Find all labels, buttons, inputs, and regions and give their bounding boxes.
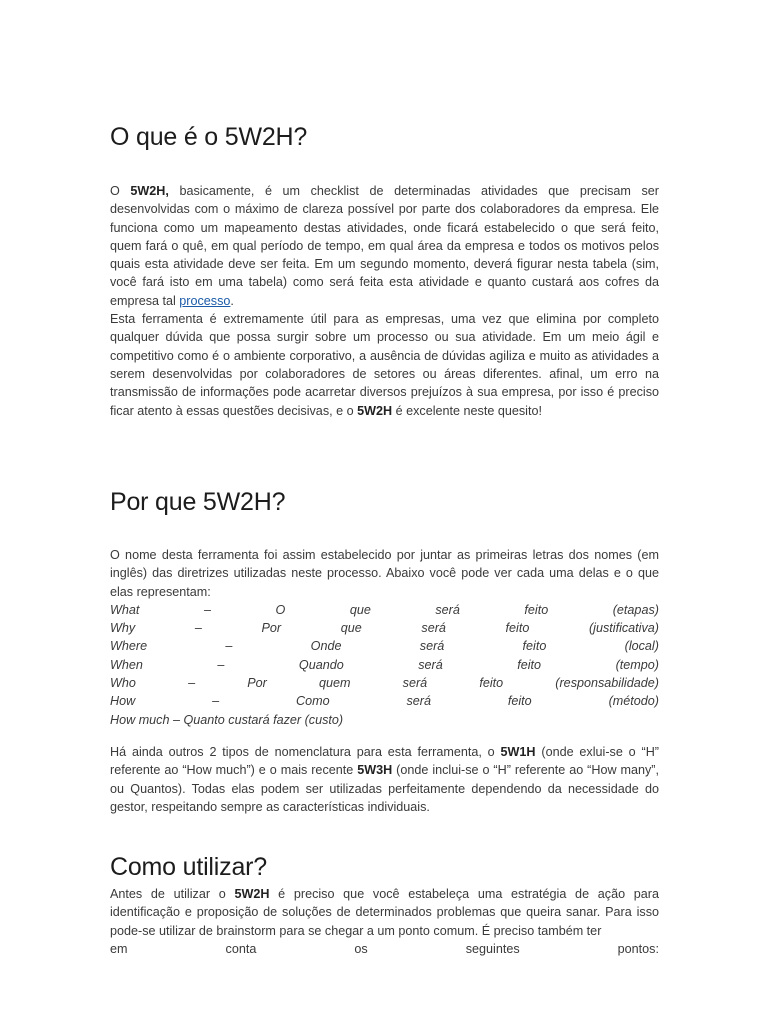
directives-list: [110, 601, 659, 711]
directive-word: Where: [110, 639, 148, 654]
directive-word: será: [419, 639, 445, 654]
directive-word: feito: [479, 676, 504, 691]
directive-word: (justificativa): [588, 621, 659, 636]
heading-how-to-use: Como utilizar?: [110, 853, 267, 881]
directive-word: Por: [247, 676, 267, 691]
heading-what-is-5w2h: O que é o 5W2H?: [110, 123, 308, 151]
directive-word: feito: [507, 694, 532, 709]
directive-word: feito: [517, 657, 542, 672]
heading-why-5w2h: Por que 5W2H?: [110, 488, 286, 516]
directive-word: feito: [522, 639, 547, 654]
directive-word: Who: [110, 676, 136, 691]
directive-word: feito: [524, 602, 549, 617]
directive-word: será: [421, 621, 446, 636]
directive-word: –: [203, 602, 211, 617]
directive-word: será: [418, 657, 443, 672]
last-line-word: em: [110, 941, 128, 956]
paragraph-how-to-use: Antes de utilizar o 5W2H é preciso que você estabeleça uma estratégia de ação para identificação e proposição de soluções de determinados problemas que queira sanar. Para isso pode-se utilizar de brainstorm para se chegar a um ponto comum. É preciso também ter em conta os seguintes pontos:: [110, 885, 659, 958]
directive-word: quem: [319, 676, 351, 691]
directive-word: –: [188, 676, 196, 691]
directive-word: –: [225, 639, 233, 654]
last-line: [110, 940, 659, 958]
directive-row-how-much: How much – Quanto custará fazer (custo): [110, 712, 344, 727]
directive-word: que: [340, 621, 362, 636]
directive-word: –: [212, 694, 220, 709]
directive-word: (tempo): [615, 657, 659, 672]
paragraph-definition: O 5W2H, basicamente, é um checklist de determinadas atividades que precisam ser desenvolvidas com o máximo de clareza possível por parte dos colaboradores da empresa. Ele funciona como um mapeamento destas atividades, onde ficará estabelecido o que será feito, quem fará o quê, em qual período de tempo, em qual área da empresa e todos os motivos pelos quais esta atividade deve ser feita. Em um segundo momento, deverá figurar nesta tabela (sim, você fará isto em uma tabela) como será feita esta atividade e quanto custará aos cofres da empresa tal processo. Esta ferramenta é extremamente útil para as empresas, uma vez que elimina por completo qualquer dúvida que possa surgir sobre um processo ou sua atividade. Em um meio ágil e competitivo como é o ambiente corporativo, a ausência de dúvidas agiliza e muito as atividades a serem desenvolvidas por colaboradores de setores ou áreas diferentes. afinal, um erro na transmissão de informações pode acarretar diversos prejuízos à sua empresa, por isso é preciso ficar atento à essas questões decisivas, e o 5W2H é excelente neste quesito!: [110, 184, 660, 418]
term-5w3h: 5W3H: [357, 763, 393, 778]
term-5w2h: 5W2H,: [130, 184, 169, 198]
directive-word: –: [194, 621, 202, 636]
last-line-word: seguintes: [465, 941, 520, 956]
directive-word: (etapas): [612, 602, 659, 617]
directive-word: feito: [505, 621, 530, 636]
term-5w2h: 5W2H: [357, 403, 393, 418]
directive-word: será: [406, 694, 431, 709]
directive-word: Como: [296, 694, 330, 709]
last-line-word: os: [354, 941, 368, 956]
directive-word: When: [110, 657, 143, 672]
directive-row: [110, 619, 659, 637]
processo-link[interactable]: processo: [179, 293, 231, 308]
directive-row: [110, 637, 659, 655]
directive-word: Por: [261, 621, 282, 636]
last-line-word: conta: [225, 941, 257, 956]
directive-word: que: [349, 602, 371, 617]
directive-word: What: [110, 602, 140, 617]
directive-row: [110, 601, 659, 619]
directive-word: será: [435, 602, 460, 617]
last-line-word: pontos:: [617, 941, 659, 956]
directive-word: (local): [624, 639, 659, 654]
directive-word: –: [217, 657, 225, 672]
paragraph-variants: Há ainda outros 2 tipos de nomenclatura para esta ferramenta, o 5W1H (onde exlui-se o “H” referente ao “How much”) e o mais recente 5W3H (onde inclui-se o “H” referente ao “How many”, ou Quantos). Todas elas podem ser utilizadas perfeitamente dependendo da necessidade do gestor, respeitando sempre as características individuais.: [110, 745, 659, 814]
paragraph-name-origin: O nome desta ferramenta foi assim estabelecido por juntar as primeiras letras dos nomes (em inglês) das diretrizes utilizadas neste processo. Abaixo você pode ver cada uma delas e o que elas representam: What – O que será feito (etapas) Why – Por que será feito (justificativa) Where – Onde será feito (local) When – Quando será feito (tempo) Who – Por quem será feito (responsabilidade) How – Como será feito (método) How much – Quanto custará fazer (custo): [110, 546, 659, 729]
directive-word: será: [402, 676, 428, 691]
directive-row: [110, 656, 659, 674]
directive-row: [110, 692, 659, 710]
directive-word: Onde: [310, 639, 342, 654]
term-5w1h: 5W1H: [500, 745, 536, 759]
directive-word: How: [110, 694, 136, 709]
directive-word: Quando: [298, 657, 344, 672]
directive-word: O: [275, 602, 286, 617]
term-5w2h: 5W2H: [234, 887, 270, 901]
directive-row: [110, 674, 659, 692]
directive-word: Why: [110, 621, 136, 636]
directive-word: (método): [608, 694, 659, 709]
directive-word: (responsabilidade): [555, 676, 659, 691]
